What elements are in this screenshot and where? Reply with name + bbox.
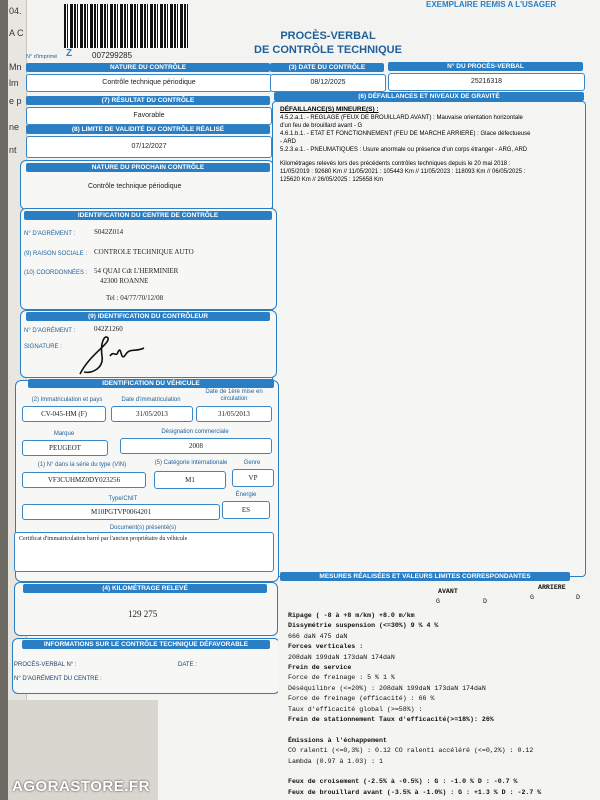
date-header: (3) DATE DU CONTRÔLE <box>270 63 384 72</box>
date-mise-field: 31/05/2013 <box>196 406 272 422</box>
signature <box>70 334 150 380</box>
arriere-g: G <box>530 594 534 601</box>
mesure-line: Lambda (0.97 à 1.03) : 1 <box>288 757 383 765</box>
date-immat-label: Date d'immatriculation <box>121 397 181 403</box>
controleur-header: (9) IDENTIFICATION DU CONTRÔLEUR <box>26 312 270 321</box>
mesure-line: Frein de stationnement Taux d'efficacité(>=18%): 26% <box>288 716 494 723</box>
vin-label: (1) N° dans la série du type (VIN) <box>37 462 127 468</box>
avant-d: D <box>483 598 487 605</box>
vin-field: VF3CUHMZ0DY023256 <box>22 472 146 488</box>
marque-label: Marque <box>53 431 75 437</box>
raison-label: (9) RAISON SOCIALE : <box>24 251 88 257</box>
edge-text-7: nt <box>9 145 17 155</box>
edge-text-3: Mn <box>9 62 22 72</box>
prochain-value: Contrôle technique périodique <box>88 183 182 190</box>
defaillance-line: 5.2.3.e.1. - PNEUMATIQUES : Usure anormale ou présence d'un corps étranger - ARG, ARD <box>280 147 528 153</box>
exemplaire-usager: EXEMPLAIRE REMIS A L'USAGER <box>426 0 557 9</box>
defavorable-date-label: DATE : <box>178 662 197 668</box>
avant-label: AVANT <box>438 588 458 595</box>
mineures-title: DÉFAILLANCE(S) MINEURE(S) : <box>280 106 379 113</box>
defaillances-header: (6) DÉFAILLANCES ET NIVEAUX DE GRAVITÉ <box>274 92 584 101</box>
controleur-agrement-label: N° D'AGRÉMENT : <box>24 328 76 334</box>
resultat-header: (7) RÉSULTAT DU CONTRÔLE <box>26 96 270 105</box>
mesure-line: Force de freinage (efficacité) : 66 % <box>288 695 435 703</box>
mesure-line: Forces verticales : <box>288 643 364 651</box>
centre-agrement: S042Z014 <box>94 228 124 236</box>
prochain-header: NATURE DU PROCHAIN CONTRÔLE <box>26 163 270 172</box>
categorie-field: M1 <box>154 471 226 489</box>
kilometrage-value: 129 275 <box>128 609 158 619</box>
defavorable-pv-label: PROCÈS-VERBAL N° : <box>14 662 77 668</box>
km-history-line: 11/05/2019 : 92680 Km // 11/05/2021 : 105443 Km // 11/05/2023 : 118093 Km // 06/05/2025 : <box>280 169 526 175</box>
date-field: 08/12/2025 <box>270 74 386 92</box>
documents-label: Document(s) présenté(s) <box>109 525 177 531</box>
designation-field: 2008 <box>120 438 272 454</box>
defaillance-line: 4.5.2.a.1. - REGLAGE (FEUX DE BROUILLARD AVANT) : Mauvaise orientation horizontale <box>280 115 523 121</box>
defaillance-line: d'un feu de brouillard avant - G <box>280 123 363 129</box>
barcode <box>64 4 188 48</box>
mesure-line: Feux de brouillard avant (-3.5% à -1.0%) : G : +1.3 % D : -2.7 % <box>288 788 542 796</box>
genre-label: Genre <box>243 460 261 466</box>
arriere-d: D <box>576 594 580 601</box>
vehicule-header: IDENTIFICATION DU VÉHICULE <box>28 379 274 388</box>
proces-verbal-document <box>8 0 600 800</box>
energie-field: ES <box>222 501 270 519</box>
categorie-label: (5) Catégorie internationale <box>154 460 228 466</box>
designation-label: Désignation commerciale <box>161 429 229 435</box>
centre-header: IDENTIFICATION DU CENTRE DE CONTRÔLE <box>24 211 272 220</box>
nature-field: Contrôle technique périodique <box>26 74 272 92</box>
centre-agrement-label: N° D'AGRÉMENT : <box>24 231 76 237</box>
kilometrage-header: (4) KILOMÉTRAGE RELEVÉ <box>23 584 267 593</box>
mesure-line: Force de freinage : 5 % 1 % <box>288 674 395 682</box>
address-line-2: 42300 ROANNE <box>100 277 149 285</box>
pv-field: 25216318 <box>388 73 585 91</box>
watermark: AGORASTORE.FR <box>12 778 150 795</box>
defaillance-line: - ARD <box>280 139 297 145</box>
immat-label: (2) Immatriculation et pays <box>31 397 103 403</box>
signature-label: SIGNATURE : <box>24 344 62 350</box>
doc-title-1: PROCÈS-VERBAL <box>280 30 376 42</box>
energie-label: Énergie <box>235 492 257 498</box>
mesure-line: CO ralenti (<=0,3%) : 0.12 CO ralenti accéléré (<=0,2%) : 0.12 <box>288 747 534 755</box>
address-line-1: 54 QUAI Cdt L'HERMINIER <box>94 267 179 275</box>
edge-text-6: ne <box>9 122 20 132</box>
genre-field: VP <box>232 469 274 487</box>
doc-title-2: DE CONTRÔLE TECHNIQUE <box>254 44 402 56</box>
raison-sociale: CONTROLE TECHNIQUE AUTO <box>94 248 194 256</box>
date-mise-label: Date de 1ère mise en circulation <box>205 389 263 402</box>
km-history-line: 125620 Km // 26/05/2025 : 125658 Km <box>280 177 384 183</box>
type-label: Type/CNIT <box>108 496 138 502</box>
mesure-line: Feux de croisement (-2.5% à -0.5%) : G : -1.0 % D : -0.7 % <box>288 778 518 786</box>
validite-header: (8) LIMITE DE VALIDITÉ DU CONTRÔLE RÉALISÉ <box>26 125 270 134</box>
mesure-line: Émissions à l'échappement <box>288 736 387 744</box>
date-immat-field: 31/05/2013 <box>111 406 193 422</box>
documents-field: Certificat d'immatriculation barré par l'ancien propriétaire du véhicule <box>14 532 274 572</box>
edge-text-4: lm <box>9 78 19 88</box>
mesure-line: Taux d'efficacité global (>=58%) : <box>288 705 423 713</box>
type-field: M10PGTVP0064201 <box>22 504 220 520</box>
imprime-number: 007299285 <box>92 51 133 60</box>
mesure-line: Frein de service <box>288 664 352 671</box>
marque-field: PEUGEOT <box>22 440 108 456</box>
mesure-line: Déséquilibre (<=20%) : 208daN 199daN 173daN 174daN <box>288 684 486 692</box>
pv-header: N° DU PROCÈS-VERBAL <box>388 62 583 71</box>
defavorable-agrement-label: N° D'AGRÉMENT DU CENTRE : <box>14 676 102 682</box>
defaillance-line: 4.6.1.b.1. - ETAT ET FONCTIONNEMENT (FEU DE MARCHE ARRIERE) : Glace défectueuse <box>280 131 531 137</box>
edge-text-1: 04. <box>9 6 22 16</box>
coord-label: (10) COORDONNÉES : <box>24 270 88 276</box>
controleur-agrement: 042Z1260 <box>94 325 123 333</box>
validite-field: 07/12/2027 <box>26 136 272 158</box>
centre-tel: Tel : 04/77/70/12/08 <box>106 294 164 302</box>
arriere-label: ARRIERE <box>538 584 566 591</box>
km-history-line: Kilométrages relevés lors des précédents contrôles techniques depuis le 20 mai 2018 : <box>280 161 511 167</box>
mesure-line: 208daN 199daN 173daN 174daN <box>288 653 395 661</box>
mesure-line: Dissymétrie suspension (<=30%) 9 % 4 % <box>288 622 439 630</box>
mesure-line: Ripage ( -8 à +8 m/km) +8.0 m/km <box>288 612 415 619</box>
edge-text-5: e p <box>9 96 22 106</box>
mesures-header: MESURES RÉALISÉES ET VALEURS LIMITES CORRESPONDANTES <box>280 572 570 581</box>
mesure-line: 666 daN 475 daN <box>288 632 348 640</box>
imprime-label: N° d'imprimé <box>26 54 58 60</box>
defavorable-header: INFORMATIONS SUR LE CONTRÔLE TECHNIQUE DÉFAVORABLE <box>22 640 270 649</box>
edge-text-2: A C <box>9 28 24 38</box>
avant-g: G <box>436 598 440 605</box>
nature-header: NATURE DU CONTRÔLE <box>26 63 270 72</box>
immat-field: CV-045-HM (F) <box>22 406 106 422</box>
imprime-letter: Z <box>66 48 73 59</box>
resultat-field: Favorable <box>26 107 272 125</box>
